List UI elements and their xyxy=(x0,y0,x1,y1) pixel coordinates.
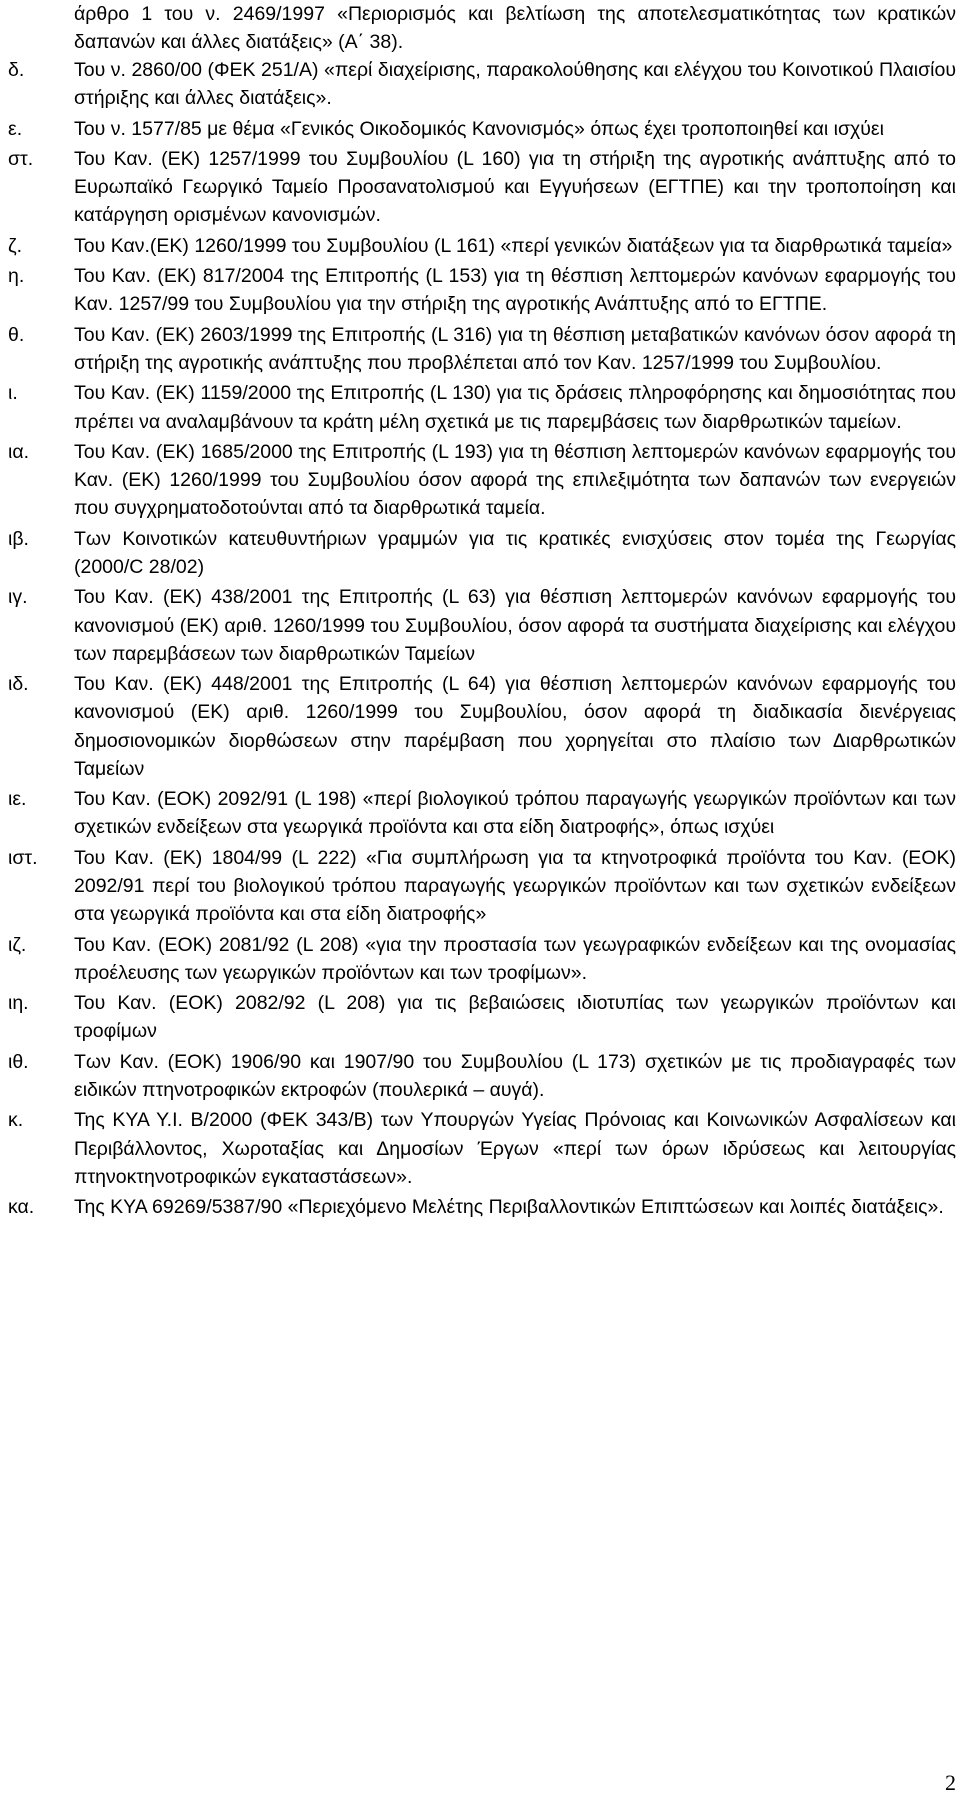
list-marker: δ. xyxy=(8,59,25,81)
list-item-text: Του Καν. (ΕΚ) 448/2001 της Επιτροπής (L 64) για θέσπιση λεπτομερών κανόνων εφαρμογής του κανονισμού (ΕΚ) αριθ. 1260/1999 του Συμβουλίου, όσον αφορά τη διαδικασία διενέργειας δημοσιονομικών διορθώσεων στην παρέμβαση που χορηγείται στο πλαίσιο των Διαρθρωτικών Ταμείων xyxy=(74,673,956,780)
list-item-text: Του Καν. (ΕΚ) 817/2004 της Επιτροπής (L 153) για τη θέσπιση λεπτομερών κανόνων εφαρμογής του Καν. 1257/99 του Συμβουλίου για την στήριξη της αγροτικής Ανάπτυξης από το ΕΓΤΠΕ. xyxy=(74,265,956,316)
list-marker: ιθ. xyxy=(8,1050,29,1073)
list-item-text: Του Καν.(ΕΚ) 1260/1999 του Συμβουλίου (L 161) «περί γενικών διατάξεων για τα διαρθρωτικά ταμεία» xyxy=(74,234,953,257)
list-marker: ιβ. xyxy=(8,527,29,550)
list-item xyxy=(8,844,956,929)
list-item xyxy=(8,145,956,230)
list-item-text: Της ΚΥΑ 69269/5387/90 «Περιεχόμενο Μελέτης Περιβαλλοντικών Επιπτώσεων και λοιπές διατάξεις». xyxy=(74,1196,944,1219)
intro-paragraph: άρθρο 1 του ν. 2469/1997 «Περιορισμός και βελτίωση της αποτελεσματικότητας των κρατικών δαπανών και άλλες διατάξεις» (Α΄ 38). xyxy=(74,3,956,53)
list-marker: ια. xyxy=(8,440,30,463)
list-marker: κ. xyxy=(8,1109,24,1132)
list-item xyxy=(8,989,956,1045)
list-marker: ιζ. xyxy=(8,933,27,956)
list-item xyxy=(8,785,956,841)
list-marker: ιε. xyxy=(8,788,27,811)
list-item xyxy=(8,115,956,143)
list-item xyxy=(8,670,956,783)
list-marker: κα. xyxy=(8,1196,35,1219)
list-item xyxy=(8,583,956,668)
list-marker: ζ. xyxy=(8,234,23,257)
list-marker: ι. xyxy=(8,382,18,405)
list-marker: ιδ. xyxy=(8,673,29,696)
list-item xyxy=(8,438,956,523)
list-marker: ιη. xyxy=(8,992,29,1015)
list-item xyxy=(8,1106,956,1191)
page-number: 2 xyxy=(945,1770,956,1795)
list-item-text: Των Κοινοτικών κατευθυντήριων γραμμών για τις κρατικές ενισχύσεις στον τομέα της Γεωργίας (2000/C 28/02) xyxy=(74,527,956,578)
list-item-text: Του Καν. (ΕΚ) 2603/1999 της Επιτροπής (L 316) για τη θέσπιση μεταβατικών κανόνων όσον αφορά τη στήριξη της αγροτικής ανάπτυξης που προβλέπεται από τον Καν. 1257/1999 του Συμβουλίου. xyxy=(74,323,956,374)
list-item xyxy=(8,379,956,435)
list-marker: θ. xyxy=(8,323,25,346)
list-item xyxy=(8,232,956,260)
list-item xyxy=(8,1193,956,1221)
list-item-text: Του ν. 1577/85 με θέμα «Γενικός Οικοδομικός Κανονισμός» όπως έχει τροποποιηθεί και ισχύει xyxy=(74,117,884,140)
list-item-text: Της ΚΥΑ Υ.Ι. Β/2000 (ΦΕΚ 343/Β) των Υπουργών Υγείας Πρόνοιας και Κοινωνικών Ασφαλίσεων και Περιβάλλοντος, Χωροταξίας και Δημοσίων Έργων «περί των όρων ιδρύσεως και λειτουργίας πτηνοκτηνοτροφικών εγκαταστάσεων». xyxy=(74,1109,956,1188)
list-item xyxy=(8,525,956,581)
list-item xyxy=(8,56,956,112)
list-item xyxy=(8,262,956,318)
list-item-text: Του Καν. (ΕΚ) 438/2001 της Επιτροπής (L 63) για θέσπιση λεπτομερών κανόνων εφαρμογής του κανονισμού (ΕΚ) αριθ. 1260/1999 του Συμβουλίου, όσον αφορά τα συστήματα διαχείρισης και ελέγχου των παρεμβάσεων των διαρθρωτικών Ταμείων xyxy=(74,586,956,665)
list-item-text: Του Καν. (ΕΚ) 1159/2000 της Επιτροπής (L 130) για τις δράσεις πληροφόρησης και δημοσιότητας που πρέπει να αναλαμβάνουν τα κράτη μέλη σχετικά με τις παρεμβάσεις των διαρθρωτικών ταμείων. xyxy=(74,382,956,433)
list-item-text: Του Καν. (ΕΟΚ) 2092/91 (L 198) «περί βιολογικού τρόπου παραγωγής γεωργικών προϊόντων και των σχετικών ενδείξεων στα γεωργικά προϊόντα και στα είδη διατροφής», όπως ισχύει xyxy=(74,788,956,839)
list-marker: η. xyxy=(8,265,25,288)
list-marker: ιστ. xyxy=(8,846,38,869)
list-item-text: Του Καν. (ΕΟΚ) 2082/92 (L 208) για τις βεβαιώσεις ιδιοτυπίας των γεωργικών προϊόντων και τροφίμων xyxy=(74,992,956,1043)
list-item-text: Του Καν. (ΕΟΚ) 2081/92 (L 208) «για την προστασία των γεωγραφικών ενδείξεων και της ονομασίας προέλευσης των γεωργικών προϊόντων και των τροφίμων». xyxy=(74,933,956,984)
list-item-text: Των Καν. (ΕΟΚ) 1906/90 και 1907/90 του Συμβουλίου (L 173) σχετικών με τις προδιαγραφές των ειδικών πτηνοτροφικών εκτροφών (πουλερικά – αυγά). xyxy=(74,1050,956,1101)
list-marker: στ. xyxy=(8,147,34,170)
list-item-text: Του Καν. (ΕΚ) 1257/1999 του Συμβουλίου (L 160) για τη στήριξη της αγροτικής ανάπτυξης από το Ευρωπαϊκό Γεωργικό Ταμείο Προσανατολισμού και Εγγυήσεων (ΕΓΤΠΕ) και την τροποποίηση και κατάργηση ορισμένων κανονισμών. xyxy=(74,147,956,227)
list-item-text: Του Καν. (ΕΚ) 1804/99 (L 222) «Για συμπλήρωση για τα κτηνοτροφικά προϊόντα του Καν. (ΕΟΚ) 2092/91 περί του βιολογικού τρόπου παραγωγής γεωργικών προϊόντων και των σχετικών ενδείξεων στα γεωργικά προϊόντα και στα είδη διατροφής» xyxy=(74,846,956,926)
list-item xyxy=(8,931,956,987)
list-marker: ιγ. xyxy=(8,586,28,609)
list-item-text: Του ν. 2860/00 (ΦΕΚ 251/Α) «περί διαχείρισης, παρακολούθησης και ελέγχου του Κοινοτικού Πλαισίου στήριξης και άλλες διατάξεις». xyxy=(74,59,956,110)
list-item xyxy=(8,321,956,377)
list-item-text: Του Καν. (ΕΚ) 1685/2000 της Επιτροπής (L 193) για τη θέσπιση λεπτομερών κανόνων εφαρμογής του Καν. (ΕΚ) 1260/1999 του Συμβουλίου όσον αφορά της επιλεξιμότητα των δαπανών των ενεργειών που συγχρηματοδοτούνται από τα διαρθρωτικά ταμεία. xyxy=(74,440,956,520)
list-item xyxy=(8,1048,956,1104)
legal-references-list xyxy=(8,56,956,1224)
list-marker: ε. xyxy=(8,117,23,140)
